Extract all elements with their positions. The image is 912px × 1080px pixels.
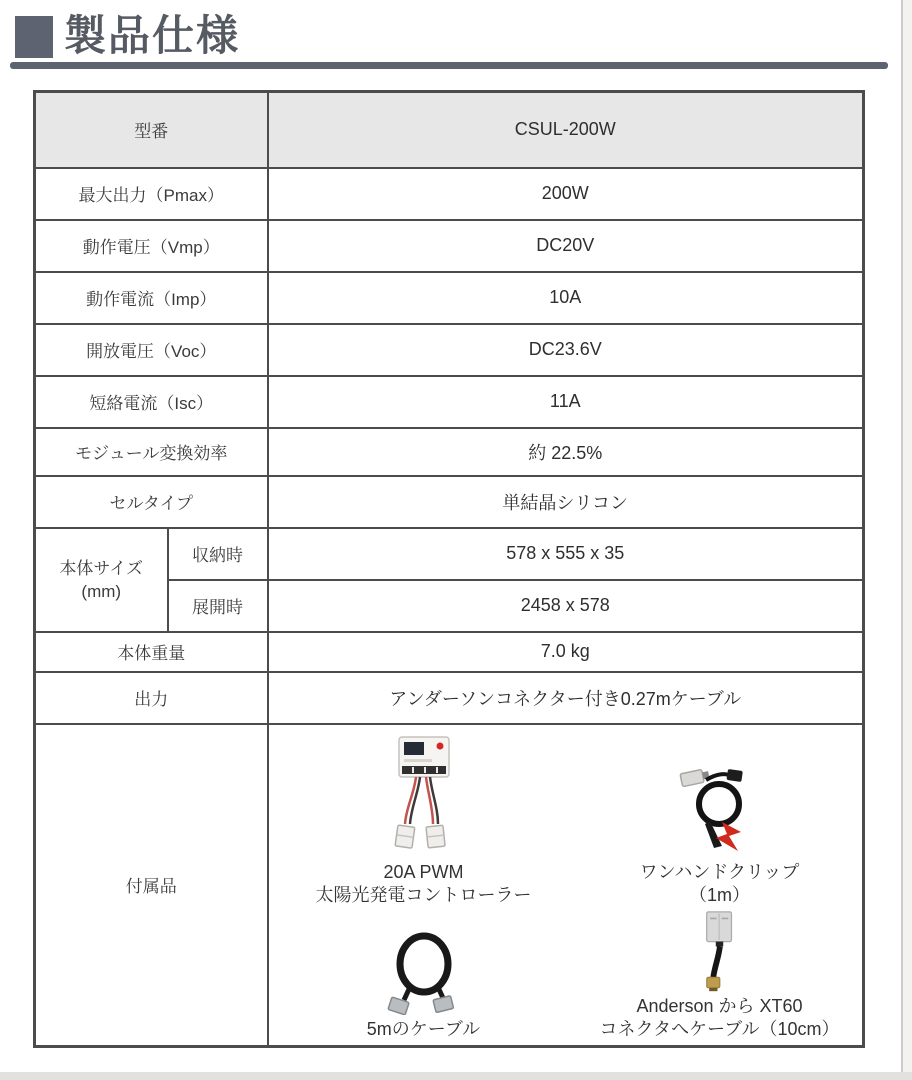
page-right-margin <box>903 0 912 1080</box>
table-row <box>35 324 864 376</box>
table-row <box>35 528 864 580</box>
spec-label: 動作電流（Imp） <box>35 272 268 324</box>
accessory-item-adapter <box>579 911 861 1045</box>
table-row <box>35 220 864 272</box>
spec-value: CSUL-200W <box>268 92 864 168</box>
anderson-xt60-adapter-image <box>692 911 747 992</box>
spec-value: DC23.6V <box>268 324 864 376</box>
spec-label-size <box>35 528 168 632</box>
accessory-item-controller <box>269 729 579 911</box>
caption-line: ワンハンドクリップ <box>639 861 800 882</box>
table-row <box>35 272 864 324</box>
accessories-cell <box>268 724 864 1047</box>
spec-table <box>33 90 865 1048</box>
page-bottom-edge <box>0 1072 912 1080</box>
spec-label: 本体重量 <box>35 632 268 672</box>
header-underline <box>10 62 888 69</box>
spec-sublabel: 収納時 <box>168 528 268 580</box>
table-row <box>35 672 864 724</box>
accessory-item-cable <box>269 911 579 1045</box>
spec-label: 短絡電流（Isc） <box>35 376 268 428</box>
caption-line: （1m） <box>688 884 750 905</box>
spec-label: 最大出力（Pmax） <box>35 168 268 220</box>
spec-value: 578 x 555 x 35 <box>268 528 864 580</box>
caption-line: Anderson から XT60 <box>636 995 803 1016</box>
one-hand-clip-image <box>672 766 767 858</box>
accessory-item-clip <box>579 729 861 911</box>
spec-label: 付属品 <box>35 724 268 1047</box>
solar-controller-image <box>374 736 474 858</box>
table-row-accessories <box>35 724 864 1047</box>
table-row <box>35 92 864 168</box>
spec-label: セルタイプ <box>35 476 268 528</box>
spec-sublabel: 展開時 <box>168 580 268 632</box>
accessories-grid <box>269 725 861 1045</box>
table-row <box>35 168 864 220</box>
section-marker-icon <box>15 16 53 58</box>
caption-line: 20A PWM <box>383 861 464 882</box>
spec-value: 2458 x 578 <box>268 580 864 632</box>
spec-label: 開放電圧（Voc） <box>35 324 268 376</box>
spec-label: 出力 <box>35 672 268 724</box>
accessory-caption <box>640 861 800 907</box>
table-row <box>35 428 864 476</box>
caption-line: 5mのケーブル <box>366 1018 481 1039</box>
spec-value: 単結晶シリコン <box>268 476 864 528</box>
spec-label: 動作電圧（Vmp） <box>35 220 268 272</box>
spec-value: 約 22.5% <box>268 428 864 476</box>
size-label-line2: (mm) <box>81 581 122 601</box>
spec-value: 7.0 kg <box>268 632 864 672</box>
table-row <box>35 476 864 528</box>
spec-value: 200W <box>268 168 864 220</box>
spec-value: DC20V <box>268 220 864 272</box>
spec-label: 型番 <box>35 92 268 168</box>
table-row <box>35 632 864 672</box>
spec-value: 11A <box>268 376 864 428</box>
accessory-caption <box>367 1018 480 1041</box>
caption-line: 太陽光発電コントローラー <box>315 884 532 905</box>
table-row <box>35 376 864 428</box>
page-edge-line <box>901 0 903 1080</box>
accessory-caption <box>599 995 839 1041</box>
accessory-caption <box>316 861 532 907</box>
coiled-cable-image <box>379 927 469 1015</box>
spec-value: 10A <box>268 272 864 324</box>
spec-label: モジュール変換効率 <box>35 428 268 476</box>
spec-value: アンダーソンコネクター付き0.27mケーブル <box>268 672 864 724</box>
page-title: 製品仕様 <box>64 12 241 59</box>
caption-line: コネクタへケーブル（10cm） <box>599 1018 840 1039</box>
size-label-line1: 本体サイズ <box>59 558 144 578</box>
